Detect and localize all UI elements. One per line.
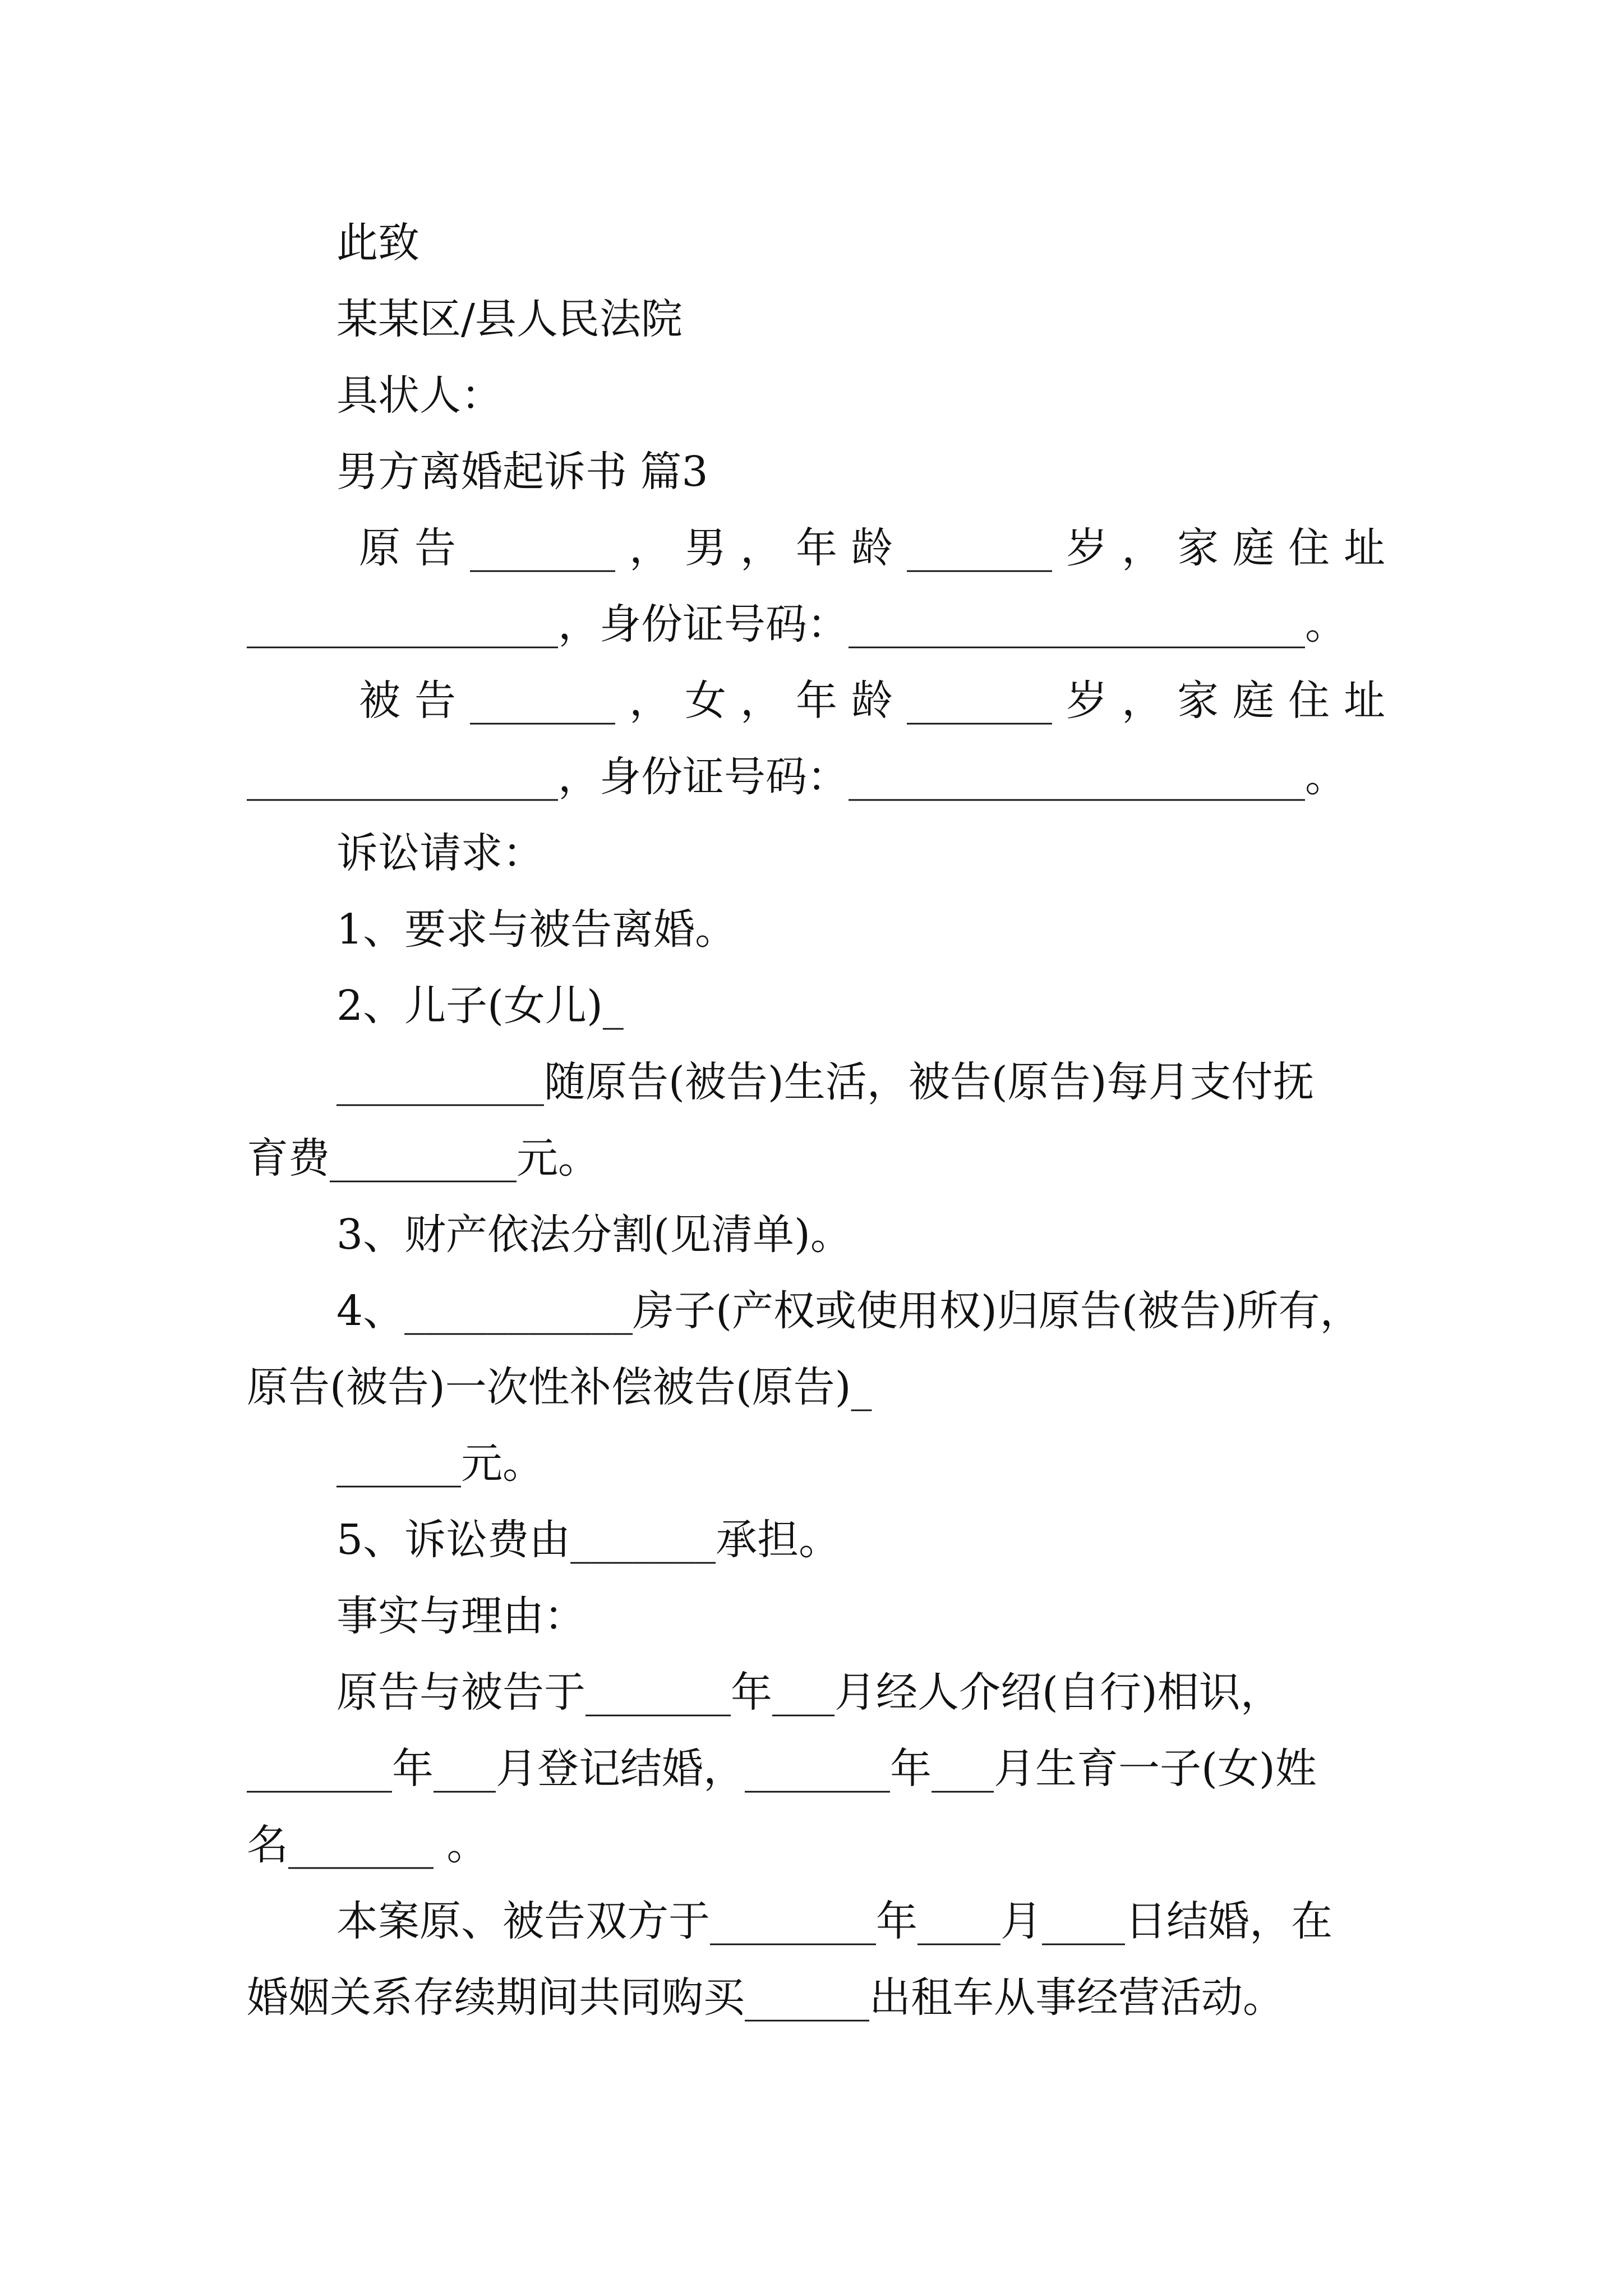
defendant-id-line: _______________，身份证号码：______________________。 <box>247 753 1347 801</box>
plaintiff-info-line: 原 告 _______ ， 男 ， 年 龄 _______ 岁 ， 家 庭 住 址 <box>359 524 1385 572</box>
facts-paragraph-1-cont: _______年___月登记结婚，_______年___月生育一子(女)姓 <box>247 1745 1317 1793</box>
claim-item-3: 3、财产依法分割(见清单)。 <box>336 1211 852 1259</box>
court-addressee: 某某区/县人民法院 <box>336 295 683 343</box>
claims-heading: 诉讼请求： <box>336 829 544 877</box>
claim-item-2-cont-2: 育费_________元。 <box>247 1134 600 1182</box>
claim-item-2: 2、儿子(女儿)_ <box>336 982 624 1030</box>
claim-item-4-cont-2: ______元。 <box>336 1439 544 1488</box>
facts-paragraph-2: 本案原、被告双方于________年____月____日结婚，在 <box>336 1897 1332 1945</box>
section-heading: 男方离婚起诉书 篇3 <box>336 448 708 496</box>
claim-item-4-cont: 原告(被告)一次性补偿被告(原告)_ <box>247 1363 872 1411</box>
facts-paragraph-2-cont: 婚姻关系存续期间共同购买______出租车从事经营活动。 <box>247 1973 1284 2022</box>
claim-item-4: 4、___________房子(产权或使用权)归原告(被告)所有， <box>336 1287 1362 1335</box>
claim-item-2-cont: __________随原告(被告)生活，被告(原告)每月支付抚 <box>336 1058 1315 1106</box>
facts-heading: 事实与理由： <box>336 1592 585 1640</box>
claim-item-5: 5、诉讼费由_______承担。 <box>336 1516 841 1564</box>
defendant-info-line: 被 告 _______ ， 女 ， 年 龄 _______ 岁 ， 家 庭 住 址 <box>359 677 1385 725</box>
facts-paragraph-1: 原告与被告于_______年___月经人介绍(自行)相识， <box>336 1668 1282 1717</box>
plaintiff-id-line: _______________，身份证号码：______________________。 <box>247 600 1347 648</box>
claim-item-1: 1、要求与被告离婚。 <box>336 905 737 954</box>
closing-salutation: 此致 <box>336 219 419 267</box>
facts-paragraph-1-cont-2: 名_______ 。 <box>247 1821 488 1869</box>
signatory-label: 具状人： <box>336 371 502 420</box>
